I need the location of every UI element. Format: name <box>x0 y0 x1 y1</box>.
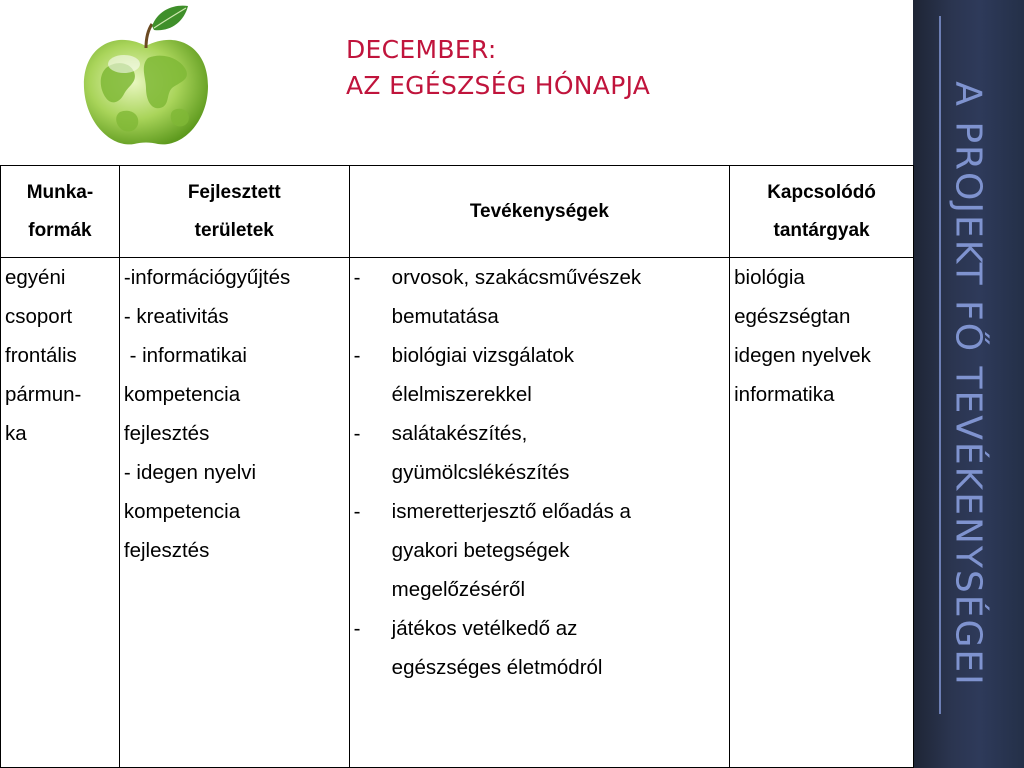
activity-item: - biológiai vizsgálatok élelmiszerekkel <box>353 344 574 406</box>
table-header-row <box>1 166 914 258</box>
list-item: informatika <box>734 383 835 406</box>
list-item: egyéni <box>5 266 66 289</box>
activity-item: - orvosok, szakácsművészek bemutatása <box>353 266 642 328</box>
apple-globe-logo-icon <box>76 2 216 150</box>
activity-item: - ismeretterjesztő előadás a gyakori betegségek megelőzéséről <box>353 500 631 601</box>
activity-item: - salátakészítés, gyümölcslékészítés <box>353 422 570 484</box>
header-work-forms: Munka- formák <box>1 166 120 258</box>
list-item: csoport <box>5 305 73 328</box>
list-item: - idegen nyelvi <box>123 461 257 484</box>
list-item: pármun- <box>5 383 82 406</box>
list-item: fejlesztés <box>123 422 210 445</box>
header-developed-areas: Fejlesztett területek <box>119 166 349 258</box>
activity-item: - játékos vetélkedő az egészséges életmódról <box>353 617 603 679</box>
header-related-subjects: Kapcsolódó tantárgyak <box>730 166 914 258</box>
list-item: frontális <box>5 344 77 367</box>
activities-cell <box>349 258 729 768</box>
list-item: - informatikai <box>123 344 247 367</box>
activities-table <box>0 165 914 768</box>
list-item: ka <box>5 422 27 445</box>
list-item: fejlesztés <box>123 539 210 562</box>
list-item: kompetencia <box>123 383 241 406</box>
list-item: kompetencia <box>123 500 241 523</box>
list-item: idegen nyelvek <box>734 344 871 367</box>
list-item: egészségtan <box>734 305 851 328</box>
title-line-1: DECEMBER: <box>346 35 497 64</box>
table-row <box>1 258 914 768</box>
list-item: - kreativitás <box>123 305 229 328</box>
page-title <box>346 32 650 104</box>
list-item: -információgyűjtés <box>123 266 291 289</box>
list-item: biológia <box>734 266 805 289</box>
work-forms-cell <box>1 258 120 768</box>
header-activities: Tevékenységek <box>349 166 729 258</box>
title-line-2: AZ EGÉSZSÉG HÓNAPJA <box>346 71 651 100</box>
side-band-line <box>939 16 941 714</box>
developed-areas-cell <box>119 258 349 768</box>
related-subjects-cell <box>730 258 914 768</box>
side-title: A PROJEKT FŐ TEVÉKENYSÉGEI <box>947 81 989 687</box>
